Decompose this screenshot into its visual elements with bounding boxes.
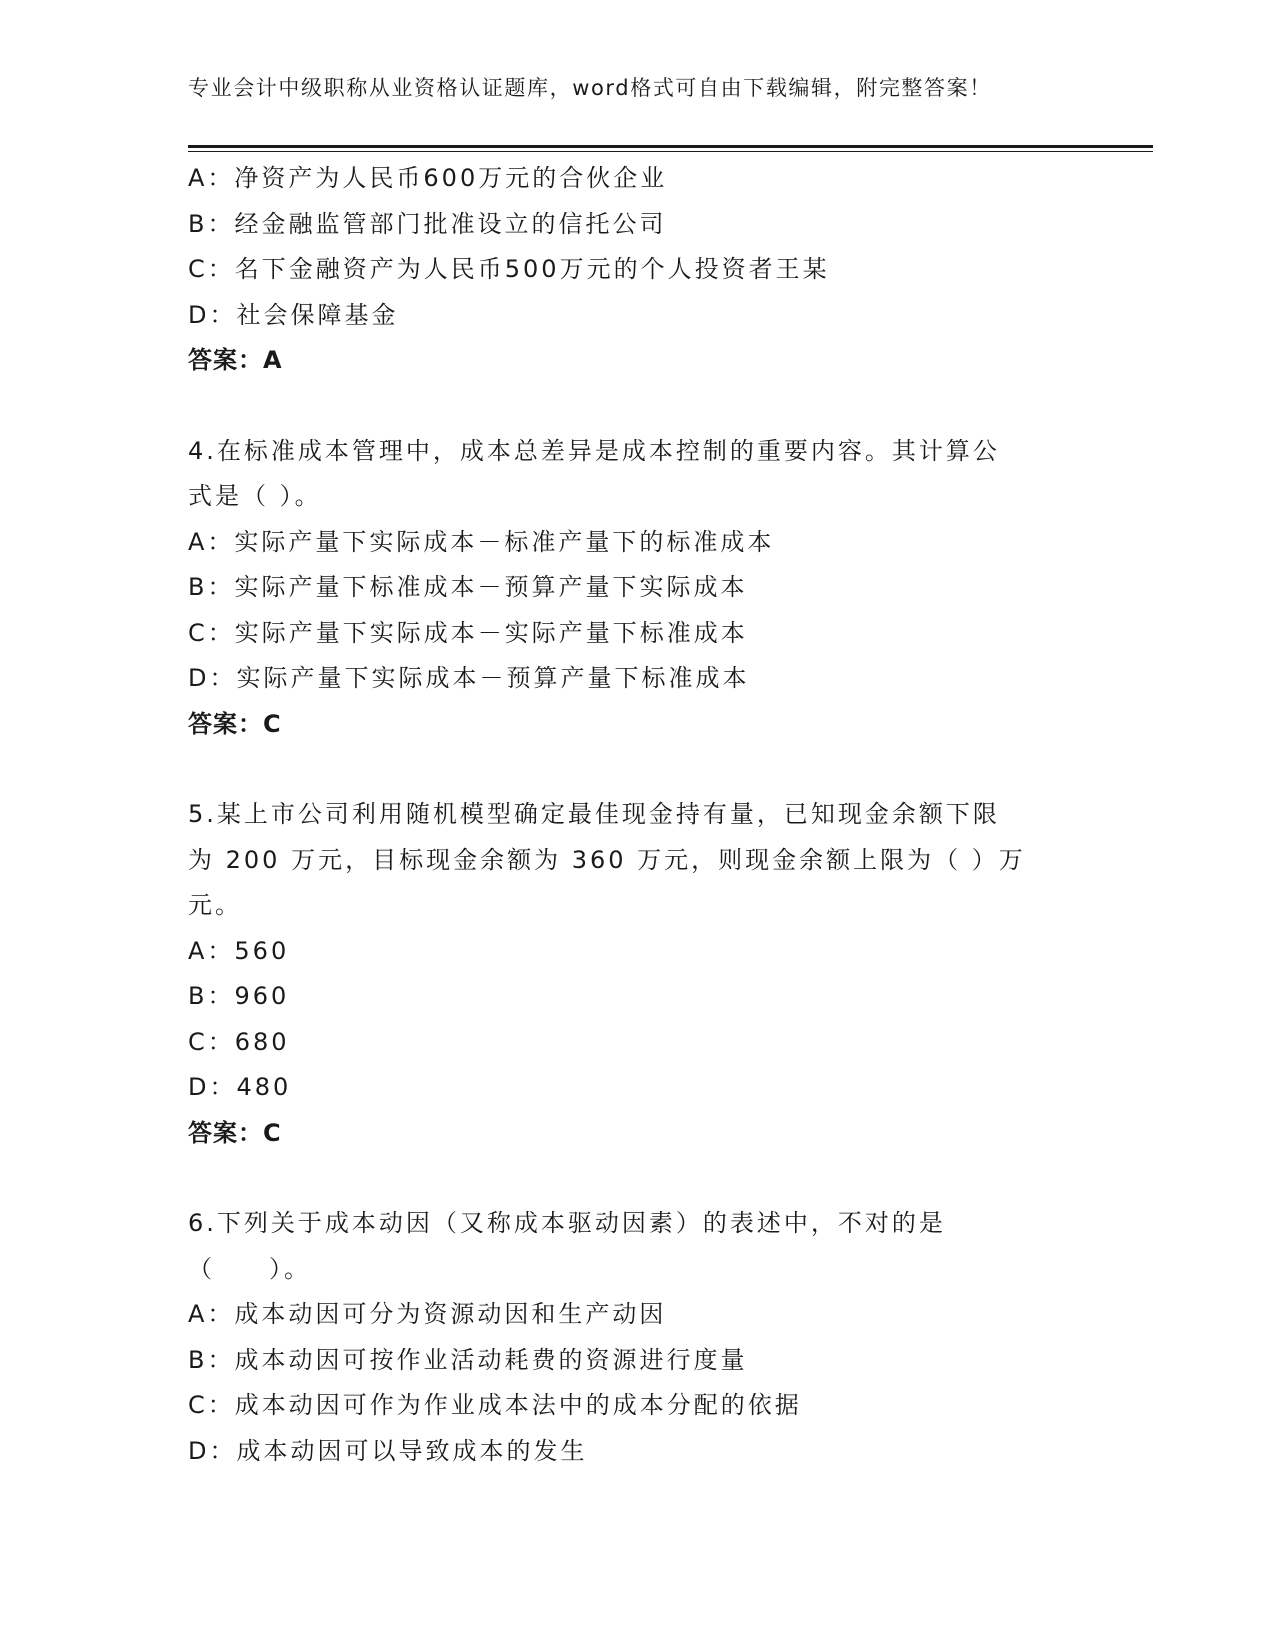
question-6 <box>188 1201 1088 1474</box>
spacer <box>188 747 1088 792</box>
question-stem: （ ）。 <box>188 1254 311 1283</box>
option-d: D：成本动因可以导致成本的发生 <box>188 1436 588 1465</box>
option-c: C：成本动因可作为作业成本法中的成本分配的依据 <box>188 1391 802 1419</box>
option-a: A：560 <box>188 936 290 965</box>
option-b: B：经金融监管部门批准设立的信托公司 <box>188 209 667 238</box>
option-b: B：960 <box>188 982 290 1010</box>
question-stem: 5.某上市公司利用随机模型确定最佳现金持有量，已知现金余额下限 <box>188 800 1000 828</box>
answer: 答案：C <box>188 709 282 738</box>
question-4 <box>188 429 1088 748</box>
header-rule-thick <box>188 145 1153 148</box>
option-c: C：名下金融资产为人民币500万元的个人投资者王某 <box>188 255 830 283</box>
question-stem: 6.下列关于成本动因（又称成本驱动因素）的表述中，不对的是 <box>188 1209 946 1237</box>
page-header: 专业会计中级职称从业资格认证题库，word格式可自由下载编辑，附完整答案！ <box>188 76 992 100</box>
option-c: C：680 <box>188 1027 290 1056</box>
question-stem: 式是（ ）。 <box>188 482 322 510</box>
option-b: B：成本动因可按作业活动耗费的资源进行度量 <box>188 1345 748 1374</box>
option-a: A：净资产为人民币600万元的合伙企业 <box>188 164 668 192</box>
question-stem: 元。 <box>188 891 242 919</box>
option-a: A：成本动因可分为资源动因和生产动因 <box>188 1300 667 1328</box>
document-body <box>188 156 1088 1474</box>
answer: 答案：A <box>188 346 283 374</box>
option-c: C：实际产量下实际成本－实际产量下标准成本 <box>188 618 748 647</box>
question-stem: 4.在标准成本管理中，成本总差异是成本控制的重要内容。其计算公 <box>188 436 1000 465</box>
option-b: B：实际产量下标准成本－预算产量下实际成本 <box>188 573 748 601</box>
header-rule-thin <box>188 151 1153 152</box>
option-d: D：实际产量下实际成本－预算产量下标准成本 <box>188 664 750 692</box>
answer: 答案：C <box>188 1118 282 1147</box>
spacer <box>188 384 1088 429</box>
question-stem: 为 200 万元，目标现金余额为 360 万元，则现金余额上限为（ ）万 <box>188 845 1026 874</box>
option-d: D：480 <box>188 1073 292 1101</box>
question-5 <box>188 792 1088 1156</box>
spacer <box>188 1156 1088 1201</box>
question-3 <box>188 156 1088 384</box>
option-a: A：实际产量下实际成本－标准产量下的标准成本 <box>188 527 775 556</box>
option-d: D：社会保障基金 <box>188 300 399 329</box>
